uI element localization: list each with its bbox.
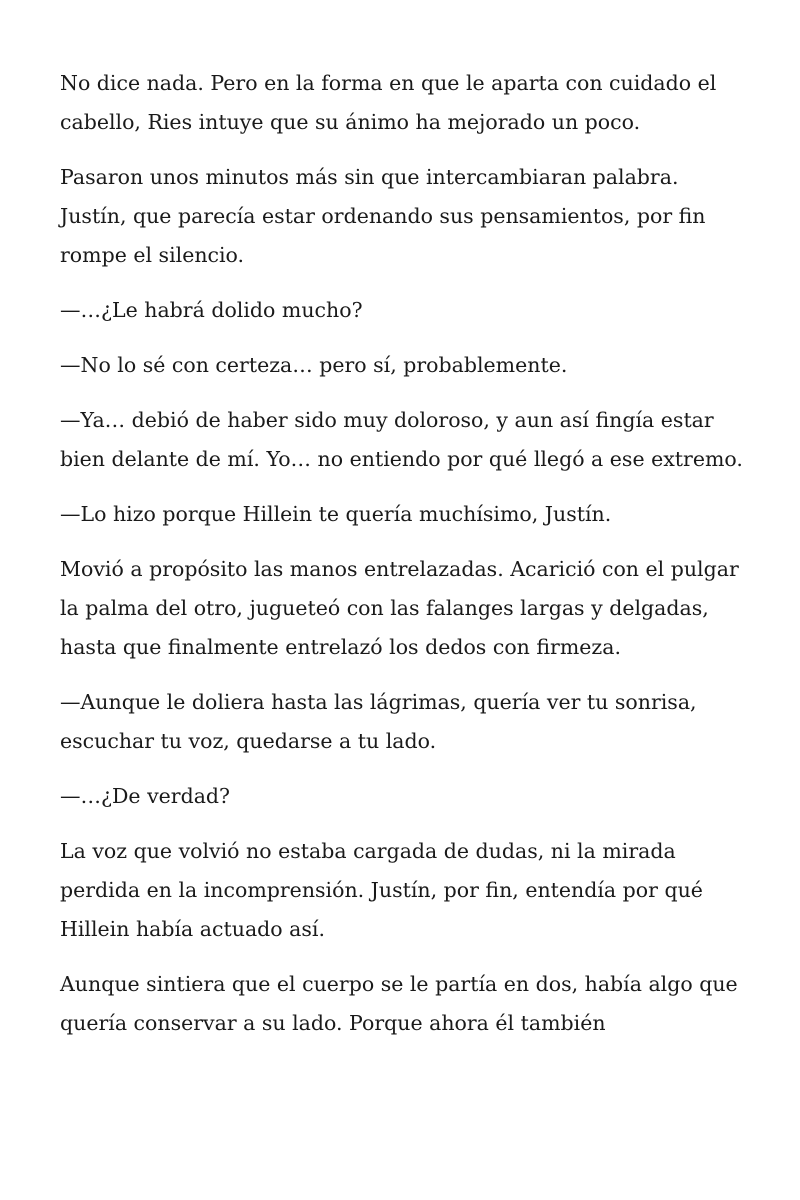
dialogue-line: —Ya… debió de haber sido muy doloroso, y aun así fingía estar bien delante de mí. Yo… no entiendo por qué llegó a ese extremo. [60, 408, 743, 471]
paragraph: Movió a propósito las manos entrelazadas. Acarició con el pulgar la palma del otro, jugueteó con las falanges largas y delgadas, hasta que finalmente entrelazó los dedos con firmeza. [60, 557, 739, 659]
dialogue-line: —…¿Le habrá dolido mucho? [60, 298, 363, 322]
dialogue-line: —No lo sé con certeza… pero sí, probablemente. [60, 353, 568, 377]
paragraph: No dice nada. Pero en la forma en que le aparta con cuidado el cabello, Ries intuye que su ánimo ha mejorado un poco. [60, 71, 717, 134]
dialogue-line: —Lo hizo porque Hillein te quería muchísimo, Justín. [60, 502, 612, 526]
paragraph: Aunque sintiera que el cuerpo se le partía en dos, había algo que quería conservar a su lado. Porque ahora él también [60, 972, 738, 1035]
paragraph: La voz que volvió no estaba cargada de dudas, ni la mirada perdida en la incomprensión. Justín, por fin, entendía por qué Hillein había actuado así. [60, 839, 703, 941]
dialogue-line: —Aunque le doliera hasta las lágrimas, quería ver tu sonrisa, escuchar tu voz, quedarse a tu lado. [60, 690, 697, 753]
reading-page [60, 64, 750, 1059]
paragraph: Pasaron unos minutos más sin que intercambiaran palabra. Justín, que parecía estar ordenando sus pensamientos, por fin rompe el silencio. [60, 165, 706, 267]
dialogue-line: —…¿De verdad? [60, 784, 231, 808]
